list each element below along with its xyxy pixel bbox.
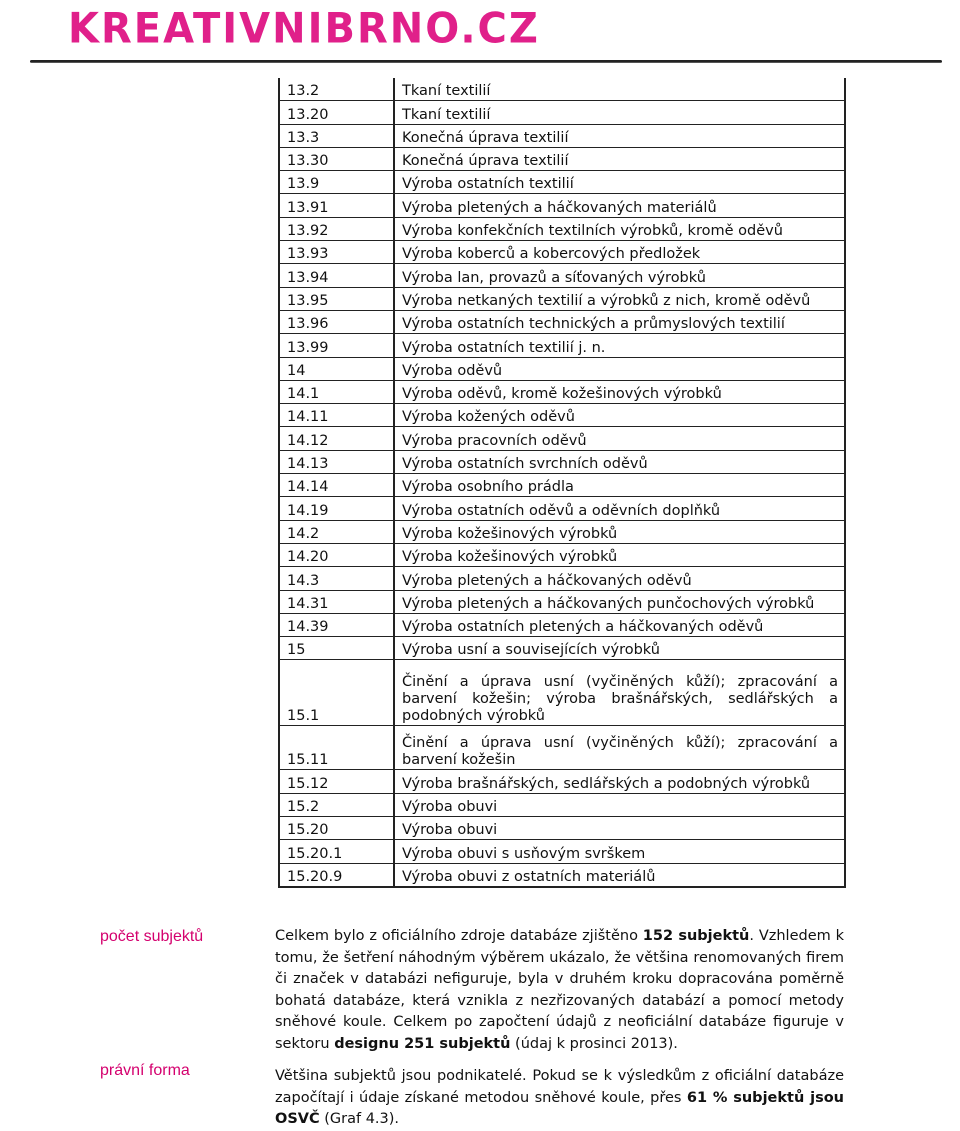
para1-text-3: (údaj k prosinci 2013).: [510, 1035, 678, 1052]
table-row: [279, 840, 845, 863]
table-row: [279, 567, 845, 590]
para1-text-2: . Vzhledem k tomu, že šetření náhodným výběrem ukázalo, že většina renomovaných firem či značek v databázi nefiguruje, byla v druhém kroku dopracována poměrně bohatá databáze, která vznikla z nezřizovaných databází a pomocí metody sněhové koule. Celkem po započtení údajů z neoficiální databáze figuruje v sektoru: [275, 928, 844, 1052]
table-row: [279, 817, 845, 840]
row-name: Výroba oděvů, kromě kožešinových výrobků: [394, 380, 845, 403]
count-paragraph: [275, 926, 844, 1055]
row-code: 14.39: [279, 613, 394, 636]
row-code: 14.2: [279, 520, 394, 543]
table-row: [279, 380, 845, 403]
row-name: Tkaní textilií: [394, 78, 845, 101]
row-code: 14.31: [279, 590, 394, 613]
row-code: 13.2: [279, 78, 394, 101]
table-row: [279, 194, 845, 217]
row-name: Výroba netkaných textilií a výrobků z nich, kromě oděvů: [394, 287, 845, 310]
row-name: Výroba obuvi: [394, 817, 845, 840]
row-name: Konečná úprava textilií: [394, 147, 845, 170]
row-name: Výroba usní a souvisejících výrobků: [394, 637, 845, 660]
row-name: Tkaní textilií: [394, 101, 845, 124]
row-code: 15.20.1: [279, 840, 394, 863]
row-name: Výroba brašnářských, sedlářských a podobných výrobků: [394, 770, 845, 793]
table-row: [279, 590, 845, 613]
table-row: [279, 474, 845, 497]
table-row: [279, 637, 845, 660]
row-code: 14.13: [279, 450, 394, 473]
row-name: Výroba osobního prádla: [394, 474, 845, 497]
row-code: 14.14: [279, 474, 394, 497]
row-code: 14.19: [279, 497, 394, 520]
row-name: Výroba lan, provazů a síťovaných výrobků: [394, 264, 845, 287]
row-code: 14.3: [279, 567, 394, 590]
table-row: [279, 770, 845, 793]
row-name: Výroba ostatních svrchních oděvů: [394, 450, 845, 473]
row-name: Výroba pletených a háčkovaných materiálů: [394, 194, 845, 217]
row-name: Výroba konfekčních textilních výrobků, kromě oděvů: [394, 217, 845, 240]
row-name: Výroba pletených a háčkovaných oděvů: [394, 567, 845, 590]
table-row: [279, 124, 845, 147]
row-name: Výroba obuvi: [394, 793, 845, 816]
table-row: [279, 660, 845, 726]
row-code: 15.12: [279, 770, 394, 793]
table-row: [279, 726, 845, 770]
row-name: Výroba pletených a háčkovaných punčochových výrobků: [394, 590, 845, 613]
row-code: 13.30: [279, 147, 394, 170]
row-code: 13.9: [279, 171, 394, 194]
para2-bold-1: 61 % subjektů jsou OSVČ: [275, 1089, 844, 1127]
table-row: [279, 793, 845, 816]
table-row: [279, 334, 845, 357]
table-row: [279, 171, 845, 194]
table-row: [279, 543, 845, 566]
table-row: [279, 147, 845, 170]
row-name: Konečná úprava textilií: [394, 124, 845, 147]
table-row: [279, 287, 845, 310]
row-code: 15: [279, 637, 394, 660]
row-code: 13.91: [279, 194, 394, 217]
row-code: 13.96: [279, 310, 394, 333]
row-name: Výroba koberců a kobercových předložek: [394, 241, 845, 264]
row-name: Výroba obuvi z ostatních materiálů: [394, 863, 845, 887]
row-name: Činění a úprava usní (vyčiněných kůží); zpracování a barvení kožešin: [394, 726, 845, 770]
row-name: Výroba ostatních pletených a háčkovaných oděvů: [394, 613, 845, 636]
row-code: 13.3: [279, 124, 394, 147]
row-code: 15.20: [279, 817, 394, 840]
row-code: 15.2: [279, 793, 394, 816]
row-code: 13.93: [279, 241, 394, 264]
table-row: [279, 101, 845, 124]
row-code: 13.99: [279, 334, 394, 357]
table-row: [279, 520, 845, 543]
table-row: [279, 78, 845, 101]
row-name: Výroba obuvi s usňovým svrškem: [394, 840, 845, 863]
para2-text-2: (Graf 4.3).: [319, 1111, 400, 1127]
para2-text-1: Většina subjektů jsou podnikatelé. Pokud se k výsledkům z oficiální databáze započítají i údaje získané metodou sněhové koule, přes: [275, 1068, 844, 1106]
table-row: [279, 404, 845, 427]
site-logo: KREATIVNIBRNO.CZ: [68, 4, 540, 54]
row-name: Výroba ostatních textilií: [394, 171, 845, 194]
count-label: počet subjektů: [100, 928, 204, 945]
row-code: 13.94: [279, 264, 394, 287]
row-name: Výroba ostatních textilií j. n.: [394, 334, 845, 357]
row-code: 15.11: [279, 726, 394, 770]
legal-form-label: právní forma: [100, 1062, 190, 1079]
row-code: 14: [279, 357, 394, 380]
row-name: Výroba kožešinových výrobků: [394, 543, 845, 566]
row-code: 15.20.9: [279, 863, 394, 887]
row-code: 14.20: [279, 543, 394, 566]
row-name: Výroba oděvů: [394, 357, 845, 380]
row-code: 13.95: [279, 287, 394, 310]
table-row: [279, 264, 845, 287]
table-row: [279, 497, 845, 520]
row-name: Výroba ostatních oděvů a oděvních doplňků: [394, 497, 845, 520]
row-code: 14.1: [279, 380, 394, 403]
row-code: 13.92: [279, 217, 394, 240]
para1-bold-2: designu 251 subjektů: [334, 1035, 511, 1052]
row-code: 13.20: [279, 101, 394, 124]
row-name: Výroba pracovních oděvů: [394, 427, 845, 450]
table-row: [279, 310, 845, 333]
table-row: [279, 450, 845, 473]
row-name: Výroba kožených oděvů: [394, 404, 845, 427]
table-row: [279, 217, 845, 240]
table-row: [279, 613, 845, 636]
row-name: Činění a úprava usní (vyčiněných kůží); zpracování a barvení kožešin; výroba brašnářských, sedlářských a podobných výrobků: [394, 660, 845, 726]
para1-bold-1: 152 subjektů: [642, 928, 750, 944]
table-row: [279, 241, 845, 264]
header-rule: [30, 60, 942, 63]
para1-text-1: Celkem bylo z oficiálního zdroje databáze zjištěno: [275, 928, 643, 944]
table-row: [279, 357, 845, 380]
table-row: [279, 863, 845, 887]
row-code: 14.12: [279, 427, 394, 450]
row-name: Výroba ostatních technických a průmyslových textilií: [394, 310, 845, 333]
classification-table: [278, 78, 846, 888]
row-code: 15.1: [279, 660, 394, 726]
row-name: Výroba kožešinových výrobků: [394, 520, 845, 543]
legal-form-paragraph: [275, 1066, 844, 1131]
table-row: [279, 427, 845, 450]
row-code: 14.11: [279, 404, 394, 427]
